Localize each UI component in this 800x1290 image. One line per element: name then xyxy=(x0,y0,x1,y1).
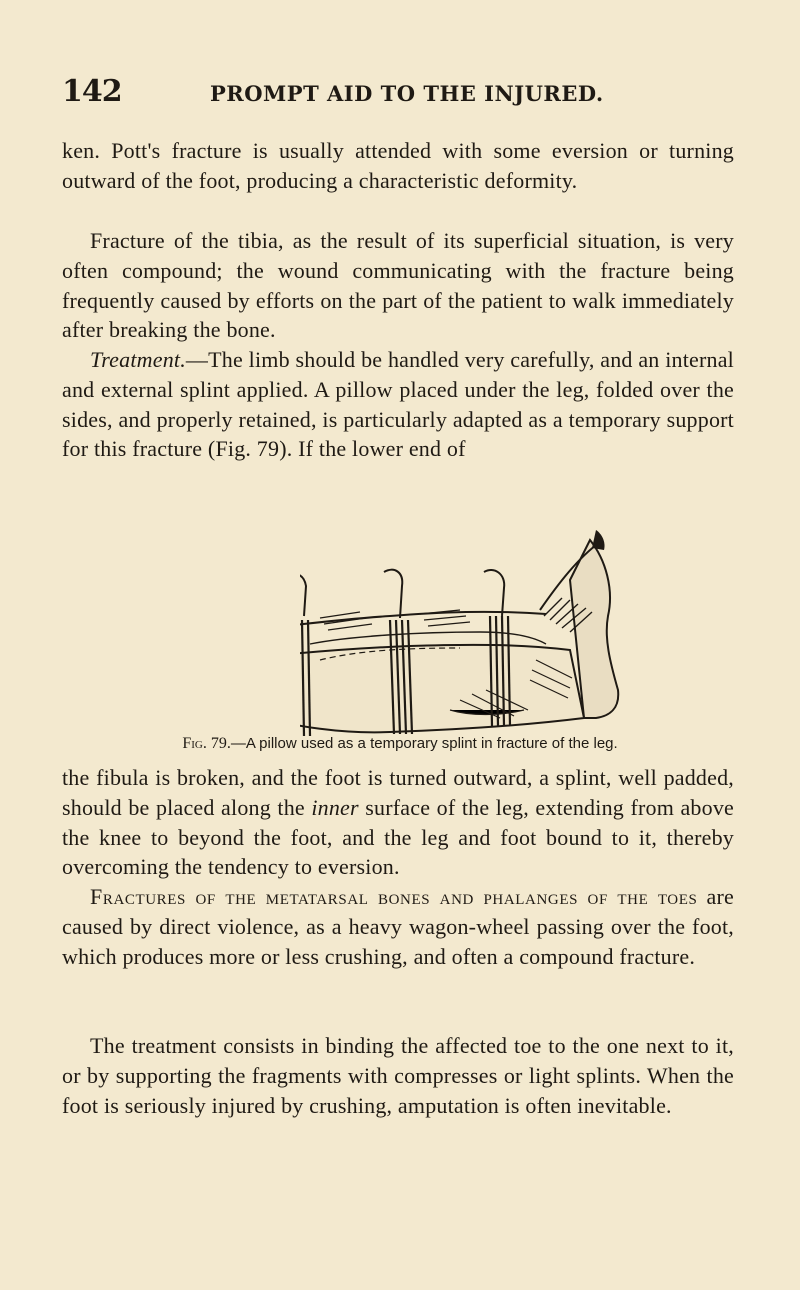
treatment-body: —The limb should be handled very carefully, and an internal and external splint applied. A pillow placed under the leg, folded over the sides, and properly retained, is particularly adapted as a temporary support for this fracture (Fig. 79). If the lower end of xyxy=(62,347,734,462)
pillow-splint-illustration xyxy=(300,520,640,750)
paragraph-fibula xyxy=(62,763,734,882)
figure-label: Fig. 79. xyxy=(182,735,231,752)
metatarsal-body: are caused by direct violence, as a heavy wagon-wheel passing over the foot, which produces more or less crushing, and often a compound fracture. xyxy=(62,884,734,969)
figure-caption-text: —A pillow used as a temporary splint in fracture of the leg. xyxy=(230,735,618,752)
running-title: PROMPT AID TO THE INJURED. xyxy=(210,81,604,106)
running-head xyxy=(62,74,762,114)
fibula-text-start: the fibula is broken, and the foot is turned outward, a splint, well padded, should be placed along the xyxy=(62,765,734,820)
paragraph-potts-fracture: ken. Pott's fracture is usually attended with some eversion or turning outward of the foot, producing a characteristic deformity. xyxy=(62,138,734,193)
treatment-heading: Treatment. xyxy=(90,347,186,372)
figure-pillow-splint xyxy=(300,520,640,750)
paragraph-toe-treatment: The treatment consists in binding the affected toe to the one next to it, or by supporting the fragments with compresses or light splints. When the foot is seriously injured by crushing, amputation is often inevitable. xyxy=(62,1033,734,1118)
paragraph-treatment xyxy=(62,345,734,464)
paragraph-metatarsal xyxy=(62,882,734,971)
paragraph-tibia-fracture: Fracture of the tibia, as the result of its superficial situation, is very often compound; the wound communicating with the fracture being frequently caused by efforts on the part of the patient to walk immediately after breaking the bone. xyxy=(62,228,734,343)
figure-caption xyxy=(62,735,738,753)
metatarsal-heading: Fractures of the metatarsal bones and phalanges of the toes xyxy=(90,884,698,909)
fibula-text-end: surface of the leg, extending from above the knee to beyond the foot, and the leg and foot bound to it, thereby overcoming the tendency to eversion. xyxy=(62,794,735,880)
page-number: 142 xyxy=(62,74,122,109)
emphasis-inner: inner xyxy=(311,794,359,820)
